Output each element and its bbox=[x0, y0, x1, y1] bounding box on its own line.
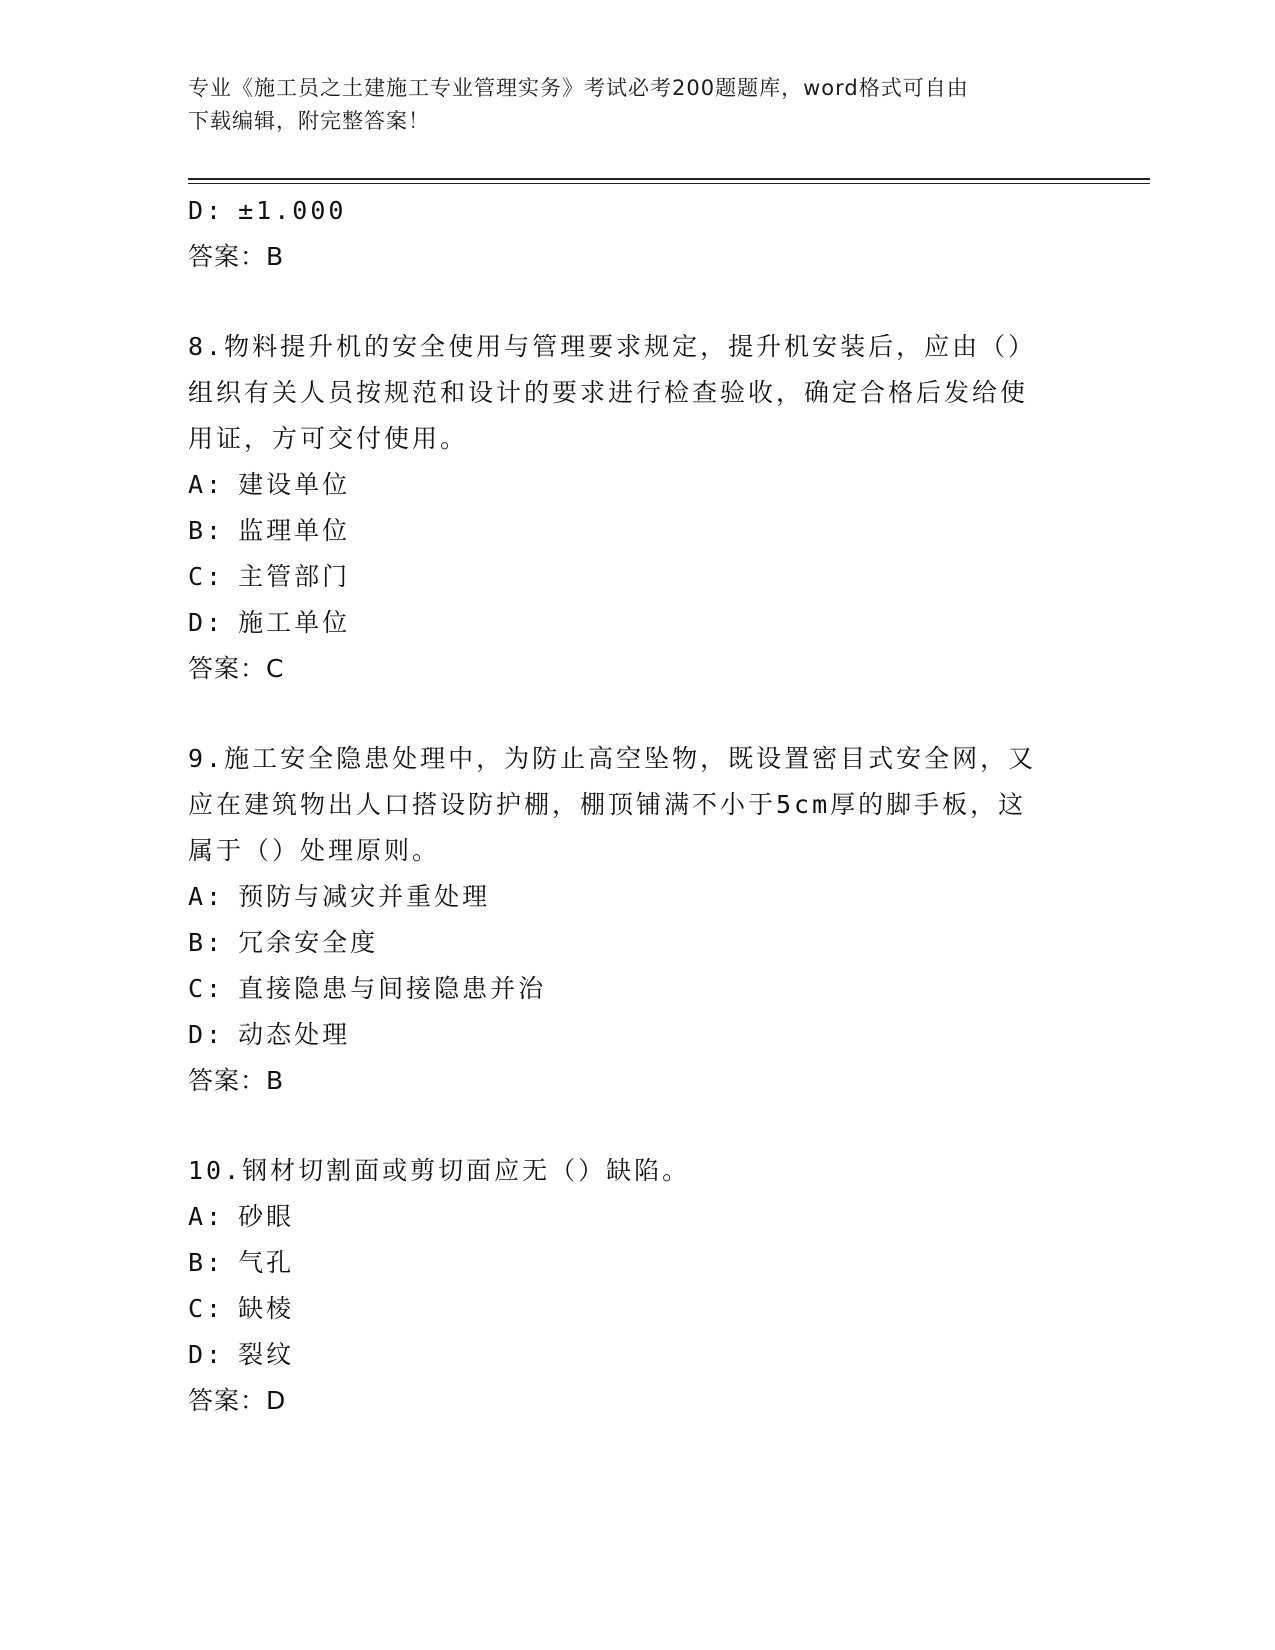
option-label: D: bbox=[188, 1020, 225, 1049]
option-b bbox=[188, 920, 1068, 966]
question-9 bbox=[188, 736, 1068, 1104]
option-b bbox=[188, 508, 1068, 554]
option-label: B: bbox=[188, 1248, 225, 1277]
option-text: ±1.000 bbox=[238, 196, 347, 225]
option-label: D: bbox=[188, 1340, 225, 1369]
stem-line: 应在建筑物出人口搭设防护棚，棚顶铺满不小于5cm厚的脚手板，这 bbox=[188, 790, 1027, 819]
stem-line: 组织有关人员按规范和设计的要求进行检查验收，确定合格后发给使 bbox=[188, 378, 1029, 407]
header-divider bbox=[188, 178, 1150, 180]
option-text: 气孔 bbox=[238, 1248, 295, 1277]
option-text: 预防与减灾并重处理 bbox=[238, 882, 491, 911]
answer-label: 答案： bbox=[188, 242, 267, 271]
answer-label: 答案： bbox=[188, 1386, 267, 1415]
answer-line bbox=[188, 1058, 1068, 1104]
option-label: A: bbox=[188, 1202, 225, 1231]
option-text: 主管部门 bbox=[238, 562, 351, 591]
option-label: C: bbox=[188, 1294, 225, 1323]
option-label: B: bbox=[188, 928, 225, 957]
option-text: 施工单位 bbox=[238, 608, 351, 637]
option-label: C: bbox=[188, 562, 225, 591]
document-body bbox=[188, 188, 1068, 1424]
question-stem bbox=[188, 324, 1068, 462]
answer-label: 答案： bbox=[188, 654, 267, 683]
answer-label: 答案： bbox=[188, 1066, 267, 1095]
header-divider-thin bbox=[188, 183, 1150, 184]
option-c bbox=[188, 554, 1068, 600]
document-header bbox=[188, 72, 1088, 138]
stem-line: 属于（）处理原则。 bbox=[188, 836, 441, 865]
option-a bbox=[188, 462, 1068, 508]
option-text: 监理单位 bbox=[238, 516, 351, 545]
option-d bbox=[188, 188, 1068, 234]
option-label: A: bbox=[188, 882, 225, 911]
option-d bbox=[188, 600, 1068, 646]
option-b bbox=[188, 1240, 1068, 1286]
answer-value: B bbox=[266, 242, 285, 271]
stem-line: 用证，方可交付使用。 bbox=[188, 424, 469, 453]
option-text: 直接隐患与间接隐患并治 bbox=[238, 974, 547, 1003]
question-10 bbox=[188, 1148, 1068, 1424]
stem-line: 9.施工安全隐患处理中，为防止高空坠物，既设置密目式安全网，又 bbox=[188, 744, 1037, 773]
answer-line bbox=[188, 1378, 1068, 1424]
option-text: 缺棱 bbox=[238, 1294, 295, 1323]
stem-line: 10.钢材切割面或剪切面应无（）缺陷。 bbox=[188, 1156, 691, 1185]
option-text: 裂纹 bbox=[238, 1340, 295, 1369]
question-stem bbox=[188, 1148, 1068, 1194]
option-text: 冗余安全度 bbox=[238, 928, 379, 957]
option-text: 建设单位 bbox=[238, 470, 351, 499]
previous-question-tail bbox=[188, 188, 1068, 280]
answer-value: D bbox=[266, 1386, 287, 1415]
option-text: 砂眼 bbox=[238, 1202, 295, 1231]
option-a bbox=[188, 874, 1068, 920]
option-d bbox=[188, 1012, 1068, 1058]
option-label: A: bbox=[188, 470, 225, 499]
option-a bbox=[188, 1194, 1068, 1240]
question-8 bbox=[188, 324, 1068, 692]
stem-line: 8.物料提升机的安全使用与管理要求规定，提升机安装后，应由（） bbox=[188, 332, 1037, 361]
option-c bbox=[188, 966, 1068, 1012]
header-title-line-1: 专业《施工员之土建施工专业管理实务》考试必考200题题库，word格式可自由 bbox=[188, 76, 969, 100]
option-label: D: bbox=[188, 608, 225, 637]
answer-line bbox=[188, 234, 1068, 280]
option-label: C: bbox=[188, 974, 225, 1003]
answer-value: B bbox=[266, 1066, 285, 1095]
header-title-line-2: 下载编辑，附完整答案！ bbox=[188, 109, 430, 133]
option-c bbox=[188, 1286, 1068, 1332]
option-label: B: bbox=[188, 516, 225, 545]
option-label: D: bbox=[188, 196, 225, 225]
question-stem bbox=[188, 736, 1068, 874]
answer-line bbox=[188, 646, 1068, 692]
option-d bbox=[188, 1332, 1068, 1378]
option-text: 动态处理 bbox=[238, 1020, 351, 1049]
answer-value: C bbox=[266, 654, 285, 683]
